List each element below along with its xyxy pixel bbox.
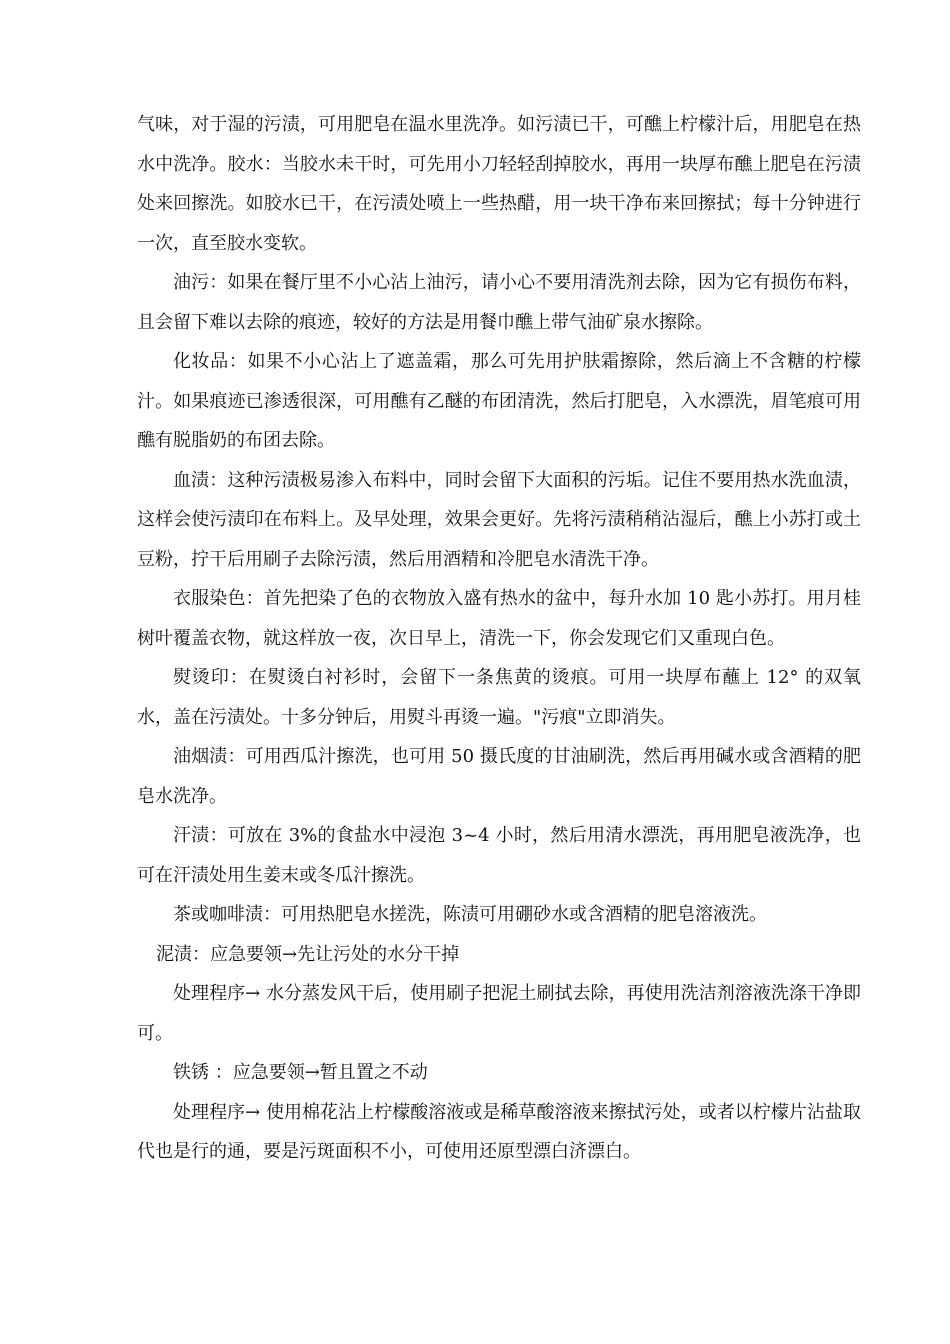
document-body (137, 105, 861, 1172)
paragraph-blood-stain: 血渍：这种污渍极易渗入布料中，同时会留下大面积的污垢。记住不要用热水洗血渍，这样会使污渍印在布料上。及早处理，效果会更好。先将污渍稍稍沾湿后，醮上小苏打或土豆粉，拧干后用刷子去除污渍，然后用酒精和冷肥皂水清洗干净。 (137, 469, 861, 570)
paragraph-dye-stain: 衣服染色：首先把染了色的衣物放入盛有热水的盆中，每升水加 10 匙小苏打。用月桂树叶覆盖衣物，就这样放一夜，次日早上，清洗一下，你会发现它们又重现白色。 (137, 588, 861, 649)
paragraph-rust-procedure: 处理程序→ 使用棉花沾上柠檬酸溶液或是稀草酸溶液来擦拭污处，或者以柠檬片沾盐取代也是行的通，要是污斑面积不小，可使用还原型漂白济漂白。 (137, 1101, 861, 1162)
paragraph-sweat-stain: 汗渍：可放在 3%的食盐水中浸泡 3~4 小时，然后用清水漂洗，再用肥皂液洗净，也可在汗渍处用生姜末或冬瓜汁擦洗。 (137, 825, 861, 886)
paragraph-tea-coffee: 茶或咖啡渍：可用热肥皂水搓洗，陈渍可用硼砂水或含酒精的肥皂溶液洗。 (173, 904, 767, 925)
paragraph-mud-procedure: 处理程序→ 水分蒸发风干后，使用刷子把泥土刷拭去除，再使用洗洁剂溶液洗涤干净即可。 (137, 983, 861, 1044)
paragraph-rust: 铁锈 ：应急要领→暂且置之不动 (173, 1062, 428, 1083)
paragraph-smoke-stain: 油烟渍：可用西瓜汁擦洗，也可用 50 摄氏度的甘油刷洗，然后再用碱水或含酒精的肥皂水洗净。 (137, 746, 861, 807)
paragraph-cosmetics: 化妆品：如果不小心沾上了遮盖霜，那么可先用护肤霜擦除，然后滴上不含糖的柠檬汁。如果痕迹已渗透很深，可用醮有乙醚的布团清洗，然后打肥皂，入水漂洗，眉笔痕可用醮有脱脂奶的布团去除。 (137, 351, 861, 451)
paragraph-iron-scorch: 熨烫印：在熨烫白衬衫时，会留下一条焦黄的烫痕。可用一块厚布蘸上 12° 的双氧水，盖在污渍处。十多分钟后，用熨斗再烫一遍。"污痕"立即消失。 (137, 667, 861, 728)
paragraph-glue-stain: 气味，对于湿的污渍，可用肥皂在温水里洗净。如污渍已干，可醮上柠檬汁后，用肥皂在热水中洗净。胶水：当胶水未干时，可先用小刀轻轻刮掉胶水，再用一块厚布醮上肥皂在污渍处来回擦洗。如胶水已干，在污渍处喷上一些热醋，用一块干净布来回擦拭；每十分钟进行一次，直至胶水变软。 (137, 114, 861, 254)
paragraph-mud-stain: 泥渍：应急要领→先让污处的水分干掉 (156, 943, 460, 965)
paragraph-oil-stain: 油污：如果在餐厅里不小心沾上油污，请小心不要用清洗剂去除，因为它有损伤布料，且会留下难以去除的痕迹，较好的方法是用餐巾醮上带气油矿泉水擦除。 (137, 272, 861, 333)
